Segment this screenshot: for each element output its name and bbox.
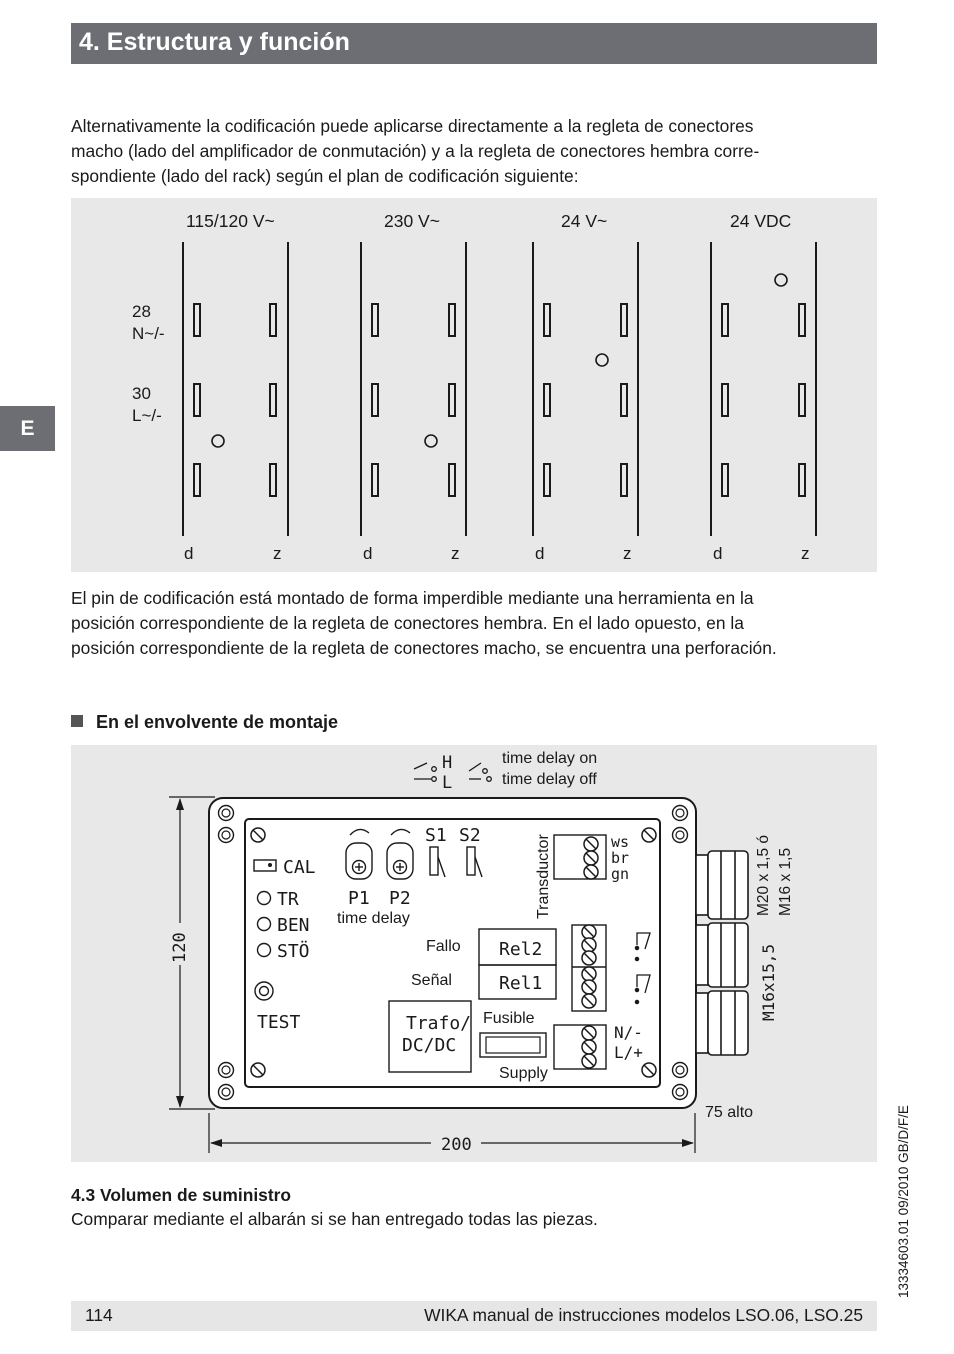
dcdc-label: DC/DC (402, 1035, 457, 1056)
voltage-label: 115/120 V~ (186, 211, 275, 231)
intro-line: spondiente (lado del rack) según el plan de codificación siguiente: (71, 166, 579, 186)
col-label-z: z (801, 544, 810, 563)
document-code: 13334603.01 09/2010 GB/D/F/E (896, 1105, 911, 1298)
section-title: 4. Estructura y función (79, 28, 350, 56)
dim-width: 200 (441, 1135, 472, 1155)
n-label: N/- (614, 1023, 643, 1042)
section-43-text: Comparar mediante el albarán si se han entregado todas las piezas. (71, 1209, 598, 1229)
test-label: TEST (257, 1012, 301, 1033)
row-signal-l: L~/- (132, 406, 162, 425)
rel1-label: Rel1 (499, 973, 543, 994)
col-label-z: z (623, 544, 632, 563)
p2-label: P2 (389, 888, 411, 909)
col-label-d: d (363, 544, 373, 563)
ben-label: BEN (277, 915, 310, 936)
footer (71, 1301, 877, 1331)
s2-label: S2 (459, 825, 481, 846)
intro-paragraph (71, 114, 877, 189)
gland-small-label: M16x15,5 (759, 943, 778, 1021)
s1-label: S1 (425, 825, 447, 846)
dim-height: 120 (170, 932, 190, 963)
gland-large-label-2: M16 x 1,5 (777, 847, 794, 916)
row-number-28: 28 (132, 302, 151, 321)
height-note: 75 alto (705, 1104, 754, 1121)
br-label: br (611, 849, 630, 867)
col-label-d: d (713, 544, 723, 563)
switch-h: H (442, 753, 453, 773)
tr-label: TR (277, 889, 299, 910)
footer-title: WIKA manual de instrucciones modelos LSO.06, LSO.25 (424, 1305, 863, 1325)
fusible-label: Fusible (483, 1010, 535, 1027)
pin-paragraph (71, 586, 877, 661)
col-label-z: z (451, 544, 460, 563)
time-delay-label: time delay (337, 910, 410, 927)
row-signal-n: N~/- (132, 324, 165, 343)
gn-label: gn (611, 865, 630, 883)
pin-line: El pin de codificación está montado de forma imperdible mediante una herramienta en la (71, 588, 754, 608)
switch-l: L (442, 773, 453, 793)
page-number: 114 (85, 1305, 113, 1325)
transductor-label: Transductor (535, 834, 552, 919)
voltage-label: 230 V~ (384, 211, 440, 231)
cal-label: CAL (283, 857, 316, 878)
coding-diagram (71, 198, 877, 572)
language-tab: E (0, 406, 55, 451)
p1-label: P1 (348, 888, 370, 909)
enclosure-diagram-panel (71, 745, 877, 1162)
intro-line: Alternativamente la codificación puede aplicarse directamente a la regleta de conectores (71, 116, 754, 136)
voltage-label: 24 V~ (561, 211, 608, 231)
row-number-30: 30 (132, 384, 151, 403)
intro-line: macho (lado del amplificador de conmutación) y a la regleta de conectores hembra corre- (71, 141, 760, 161)
pin-line: posición correspondiente de la regleta de conectores hembra. En el lado opuesto, en la (71, 613, 744, 633)
section-43-heading: 4.3 Volumen de suministro (71, 1185, 292, 1205)
coding-diagram-panel (71, 198, 877, 572)
enclosure-heading: En el envolvente de montaje (71, 712, 338, 733)
ws-label: ws (611, 833, 630, 851)
enclosure-diagram (71, 745, 877, 1162)
supply-label: Supply (499, 1065, 548, 1082)
col-label-d: d (184, 544, 194, 563)
section-header (71, 23, 877, 64)
rel2-label: Rel2 (499, 939, 543, 960)
col-label-d: d (535, 544, 545, 563)
l-label: L/+ (614, 1043, 643, 1062)
pin-line: posición correspondiente de la regleta de conectores macho, se encuentra una perforación. (71, 638, 777, 658)
sto-label: STÖ (277, 941, 310, 962)
trafo-label: Trafo/ (406, 1013, 472, 1034)
time-delay-off: time delay off (502, 771, 597, 788)
time-delay-on: time delay on (502, 750, 598, 767)
bullet-square-icon (71, 715, 83, 727)
col-label-z: z (273, 544, 282, 563)
gland-large-label: M20 x 1,5 ó (755, 835, 772, 916)
fallo-label: Fallo (426, 938, 461, 955)
voltage-label: 24 VDC (730, 211, 792, 231)
senal-label: Señal (411, 972, 452, 989)
